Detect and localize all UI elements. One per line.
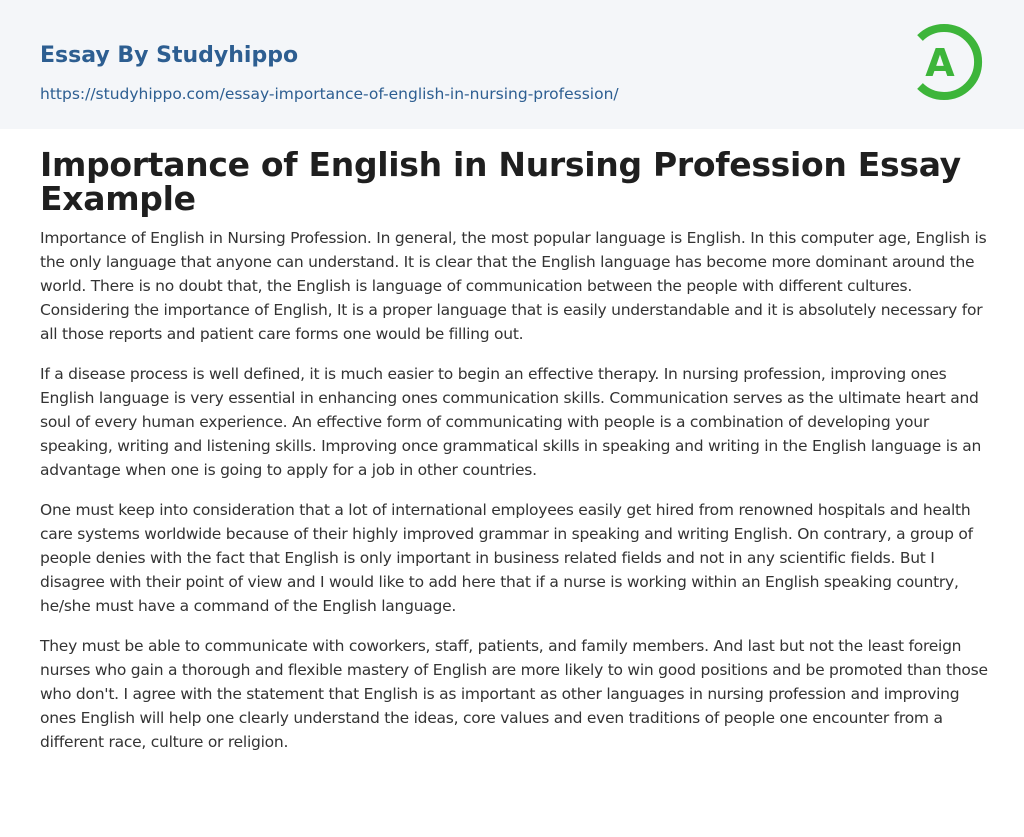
article-body (40, 226, 990, 754)
site-header (0, 0, 1024, 129)
article (40, 145, 990, 770)
paragraph-3: One must keep into consideration that a lot of international employees easily get hired from renowned hospitals and health care systems worldwide because of their highly improved grammar in speaking and writing English. On contrary, a group of people denies with the fact that English is only important in business related fields and not in any scientific fields. But I disagree with their point of view and I would like to add here that if a nurse is working within an English speaking country, he/she must have a command of the English language. (40, 501, 973, 615)
paragraph-4: They must be able to communicate with coworkers, staff, patients, and family members. And last but not the least foreign nurses who gain a thorough and flexible mastery of English are more likely to win good positions and be promoted than those who don't. I agree with the statement that English is as important as other languages in nursing profession and improving ones English will help one clearly understand the ideas, core values and even traditions of people one encounter from a different race, culture or religion. (40, 637, 988, 751)
circle-a-logo-icon[interactable] (912, 19, 986, 105)
paragraph-2: If a disease process is well defined, it is much easier to begin an effective therapy. In nursing profession, improving ones English language is very essential in enhancing ones communication skills. Communication serves as the ultimate heart and soul of every human experience. An effective form of communicating with people is a combination of developing your speaking, writing and listening skills. Improving once grammatical skills in speaking and writing in the English language is an advantage when one is going to apply for a job in other countries. (40, 365, 982, 479)
page-title: Importance of English in Nursing Profession Essay Example (40, 145, 961, 218)
page-url-link[interactable]: https://studyhippo.com/essay-importance-of-english-in-nursing-profession/ (40, 85, 619, 103)
site-name[interactable]: Essay By Studyhippo (40, 43, 299, 68)
logo-letter: A (925, 41, 955, 85)
paragraph-1: Importance of English in Nursing Profession. In general, the most popular language is English. In this computer age, English is the only language that anyone can understand. It is clear that the English language has become more dominant around the world. There is no doubt that, the English is language of communication between the people with different cultures. Considering the importance of English, It is a proper language that is easily understandable and it is absolutely necessary for all those reports and patient care forms one would be filling out. (40, 229, 987, 343)
